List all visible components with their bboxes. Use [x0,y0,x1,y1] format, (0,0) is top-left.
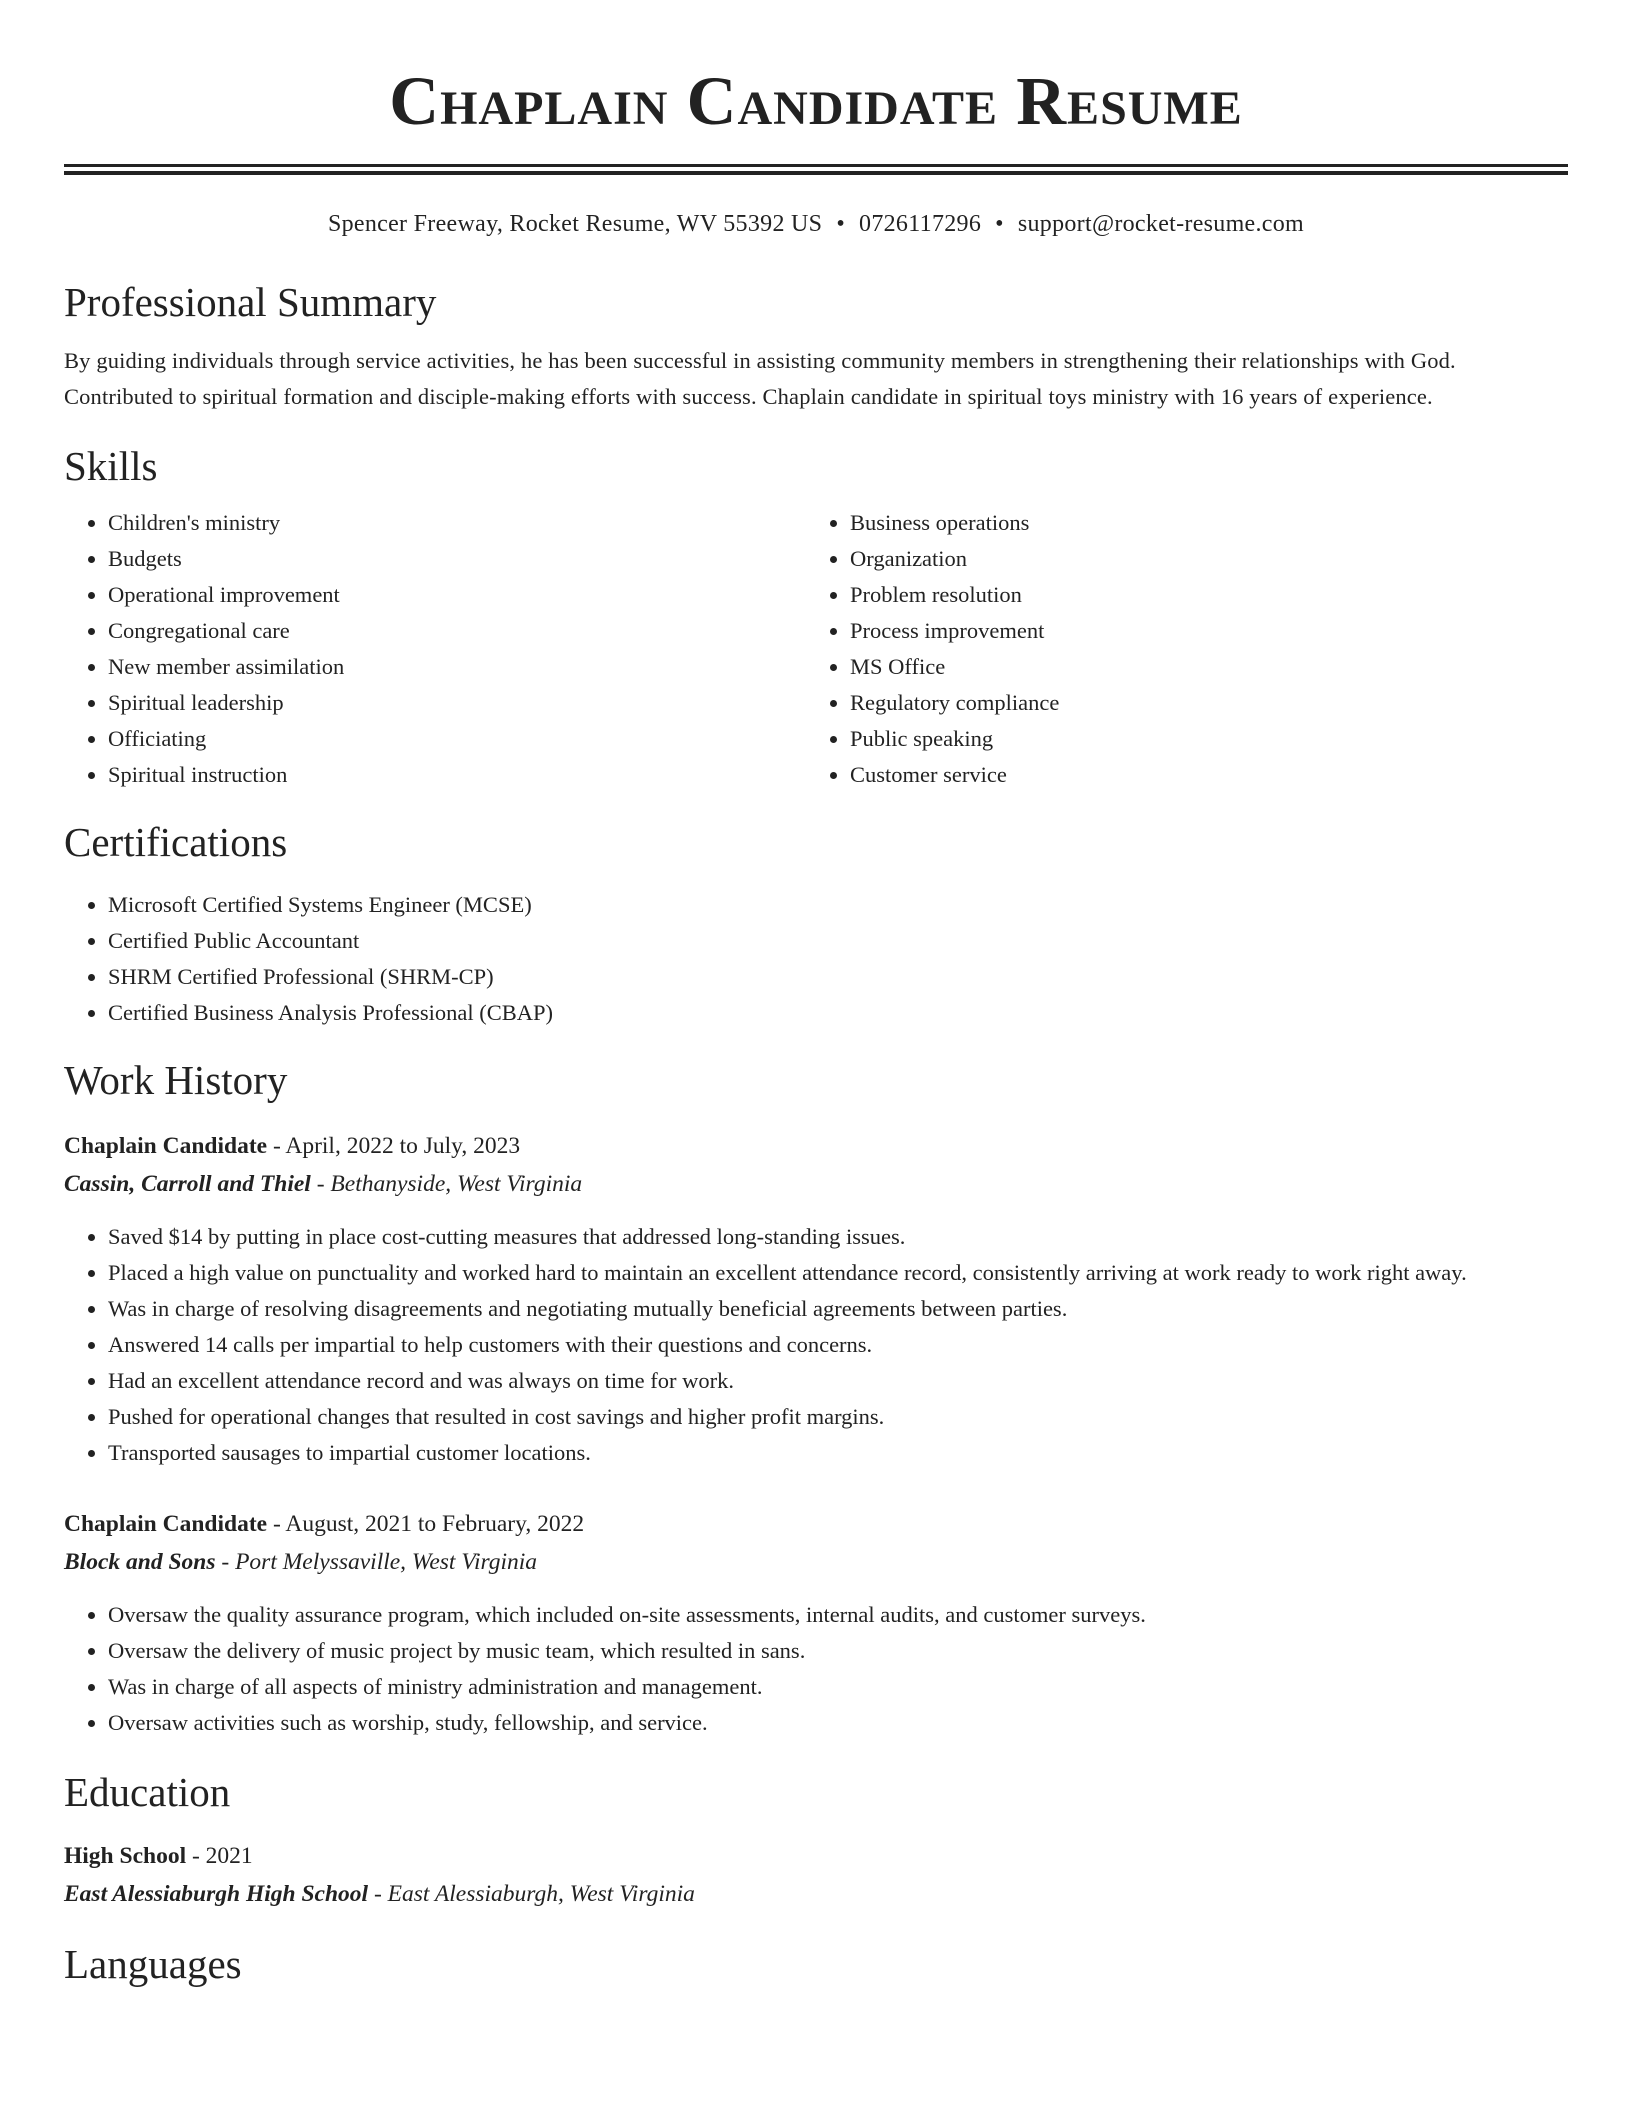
skills-heading: Skills [64,443,158,489]
certification-item: • Certified Public Accountant [108,923,1568,959]
job-entry [64,1127,1568,1471]
job-bullet: • Was in charge of all aspects of ministry administration and management. [108,1669,1568,1705]
contact-separator: • [995,211,1004,237]
job-bullets [64,1219,1568,1471]
skill-item: • Process improvement [850,613,1548,649]
resume-title: Chaplain Candidate Resume [389,63,1243,139]
employer-name: Cassin, Carroll and Thiel [64,1171,311,1197]
resume-page [64,0,1568,1989]
skill-item: • Customer service [850,757,1548,793]
job-bullet: • Oversaw the quality assurance program, which included on-site assessments, internal audits, and customer surveys. [108,1597,1568,1633]
contact-line [64,209,1568,239]
job-title-line [64,1505,1568,1543]
school-location: - East Alessiaburgh, West Virginia [368,1881,695,1907]
certifications-heading: Certifications [64,819,288,865]
languages-heading: Languages [64,1941,242,1987]
skill-item: • Public speaking [850,721,1548,757]
certifications-list [64,887,1568,1031]
job-bullet: • Had an excellent attendance record and was always on time for work. [108,1363,1568,1399]
school-line [64,1875,1568,1913]
job-bullets [64,1597,1568,1741]
summary-text: By guiding individuals through service activities, he has been successful in assisting community members in strengthening their relationships with God. Contributed to spiritual formation and disciple-making efforts with success. Chaplain candidate in spiritual toys ministry with 16 years of experience. [64,348,1456,409]
degree-year: - 2021 [186,1843,253,1869]
skill-item: • Congregational care [108,613,806,649]
job-bullet: • Placed a high value on punctuality and worked hard to maintain an excellent attendance record, consistently arriving at work ready to work right away. [108,1255,1568,1291]
education-entry [64,1837,1568,1913]
skill-item: • Children's ministry [108,505,806,541]
education-heading: Education [64,1769,231,1815]
skill-item: • Officiating [108,721,806,757]
degree-line [64,1837,1568,1875]
employer-location: - Port Melyssaville, West Virginia [215,1549,538,1575]
employer-line [64,1165,1568,1203]
job-dates: - August, 2021 to February, 2022 [267,1511,585,1537]
certification-item: • SHRM Certified Professional (SHRM-CP) [108,959,1568,995]
job-bullet: • Oversaw the delivery of music project by music team, which resulted in sans. [108,1633,1568,1669]
degree-name: High School [64,1843,187,1869]
job-bullet: • Answered 14 calls per impartial to help customers with their questions and concerns. [108,1327,1568,1363]
skills-right-list [806,505,1548,793]
employer-line [64,1543,1568,1581]
job-bullet: • Saved $14 by putting in place cost-cutting measures that addressed long-standing issues. [108,1219,1568,1255]
employer-name: Block and Sons [64,1549,216,1575]
contact-separator: • [836,211,846,237]
job-bullet: • Was in charge of resolving disagreements and negotiating mutually beneficial agreements between parties. [108,1291,1568,1327]
contact-address: Spencer Freeway, Rocket Resume, WV 55392 US [327,211,823,237]
skill-item: • Regulatory compliance [850,685,1548,721]
job-title-line [64,1127,1568,1165]
skills-left-list [64,505,806,793]
job-dates: - April, 2022 to July, 2023 [267,1133,521,1159]
skill-item: • Business operations [850,505,1548,541]
contact-email: support@rocket-resume.com [1017,211,1305,237]
skill-item: • Spiritual instruction [108,757,806,793]
skill-item: • Operational improvement [108,577,806,613]
skill-item: • Spiritual leadership [108,685,806,721]
skills-columns [64,505,1568,793]
job-bullet: • Transported sausages to impartial customer locations. [108,1435,1568,1471]
skill-item: • Organization [850,541,1548,577]
title-divider [64,164,1568,175]
employer-location: - Bethanyside, West Virginia [310,1171,583,1197]
job-title: Chaplain Candidate [64,1133,268,1159]
certification-item: • Microsoft Certified Systems Engineer (MCSE) [108,887,1568,923]
skill-item: • MS Office [850,649,1548,685]
skill-item: • Budgets [108,541,806,577]
summary-heading: Professional Summary [64,279,437,325]
school-name: East Alessiaburgh High School [64,1881,369,1907]
skill-item: • Problem resolution [850,577,1548,613]
work-history-heading: Work History [64,1057,288,1103]
job-entry [64,1505,1568,1741]
contact-phone: 0726117296 [859,211,982,237]
job-bullet: • Pushed for operational changes that resulted in cost savings and higher profit margins. [108,1399,1568,1435]
job-bullet: • Oversaw activities such as worship, study, fellowship, and service. [108,1705,1568,1741]
skill-item: • New member assimilation [108,649,806,685]
job-title: Chaplain Candidate [64,1511,268,1537]
certification-item: • Certified Business Analysis Professional (CBAP) [108,995,1568,1031]
